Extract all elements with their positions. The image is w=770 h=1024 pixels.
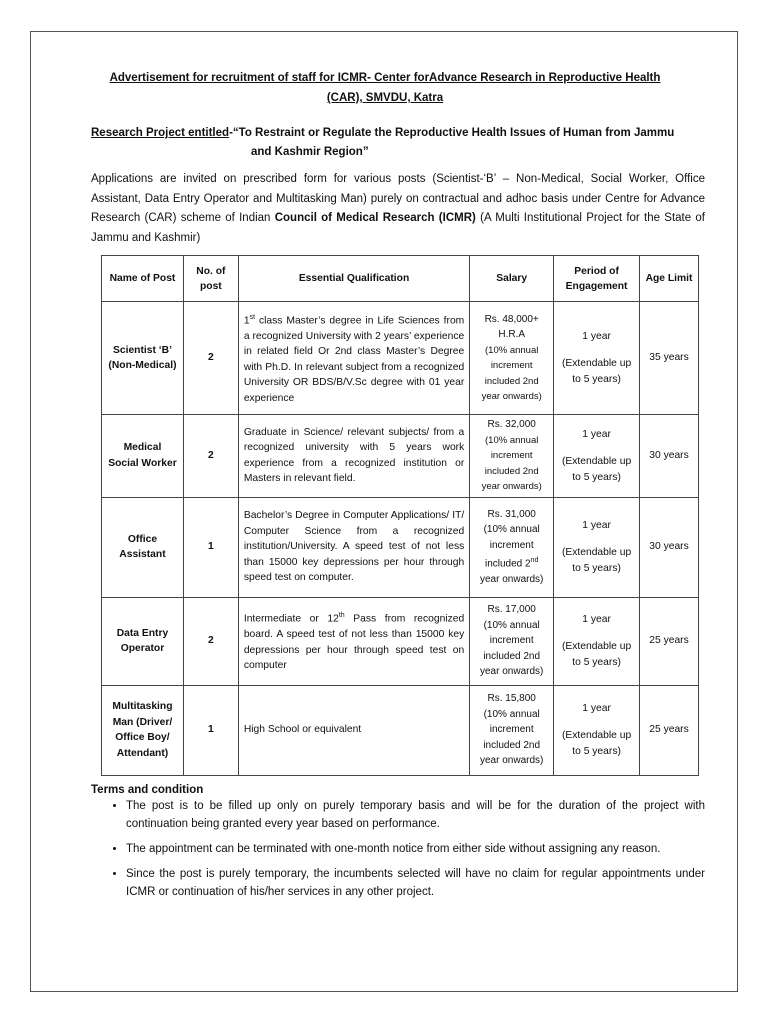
project-title-line-1: -“To Restraint or Regulate the Reproductive Health Issues of Human from Jammu <box>229 127 675 139</box>
advertisement-title <box>31 68 739 108</box>
period-of-engagement: 1 year (Extendable up to 5 years) <box>554 415 640 498</box>
period-of-engagement: 1 year (Extendable up to 5 years) <box>554 685 640 775</box>
age-limit: 35 years <box>640 302 699 415</box>
project-title <box>91 124 691 162</box>
intro-text-2: (A Multi Institutional Project for the State of Jammu and Kashmir) <box>91 212 705 244</box>
salary: Rs. 31,000 (10% annual increment included 2nd year onwards) <box>470 497 554 597</box>
salary: Rs. 15,800 (10% annual increment included 2nd year onwards) <box>470 685 554 775</box>
post-count: 2 <box>183 597 238 685</box>
project-label: Research Project entitled <box>91 127 230 139</box>
age-limit: 30 years <box>640 415 699 498</box>
intro-text-bold: Council of Medical Research (ICMR) <box>274 212 476 224</box>
list-item: • The post is to be filled up only on purely temporary basis and will be for the duration of the project with continuation being granted every year based on performance. <box>126 797 705 833</box>
table-header-row <box>102 256 699 302</box>
post-name: Medical Social Worker <box>102 415 184 498</box>
qualification: Bachelor’s Degree in Computer Applications/ IT/ Computer Science from a recognized institution/University. A speed test of not less than 15000 key depressions per hour through speed test on computer. <box>238 497 469 597</box>
post-name: Office Assistant <box>102 497 184 597</box>
period-of-engagement: 1 year (Extendable up to 5 years) <box>554 497 640 597</box>
intro-paragraph <box>91 170 705 248</box>
qualification: 1st class Master’s degree in Life Sciences from a recognized University with 2 years’ experience in related field Or 2nd class Master’s Degree with Ph.D. In relevant subject from a recognized University OR BDS/B/V.Sc degree with 01 year experience <box>238 302 469 415</box>
title-line-2: (CAR), SMVDU, Katra <box>326 92 444 104</box>
header-no-of-post: No. of post <box>183 256 238 302</box>
terms-list <box>91 797 705 901</box>
qualification: Graduate in Science/ relevant subjects/ from a recognized university with 5 years work experience from a recognized institution or Masters in relevant field. <box>238 415 469 498</box>
table-row <box>102 415 699 498</box>
list-item: • Since the post is purely temporary, the incumbents selected will have no claim for regular appointments under ICMR or continuation of his/her services in any other project. <box>126 865 705 901</box>
qualification: Intermediate or 12th Pass from recognized board. A speed test of not less than 15000 key depressions per hour through speed test on computer <box>238 597 469 685</box>
header-name-of-post: Name of Post <box>102 256 184 302</box>
intro-text-1: Applications are invited on prescribed form for various posts (Scientist-‘B’ – Non-Medical, Social Worker, Office Assistant, Data Entry Operator and Multitasking Man) purely on contractual and adhoc basis under Centre for Advance Research (CAR) scheme of Indian <box>91 173 705 224</box>
salary: Rs. 17,000 (10% annual increment included 2nd year onwards) <box>470 597 554 685</box>
post-count: 2 <box>183 415 238 498</box>
header-essential-qualification: Essential Qualification <box>238 256 469 302</box>
table-row <box>102 685 699 775</box>
age-limit: 25 years <box>640 685 699 775</box>
age-limit: 25 years <box>640 597 699 685</box>
post-name: Multitasking Man (Driver/ Office Boy/ Attendant) <box>102 685 184 775</box>
post-name: Scientist ‘B’ (Non-Medical) <box>102 302 184 415</box>
list-item: • The appointment can be terminated with one-month notice from either side without assigning any reason. <box>126 840 705 858</box>
header-salary: Salary <box>470 256 554 302</box>
period-of-engagement: 1 year (Extendable up to 5 years) <box>554 302 640 415</box>
posts-table <box>101 255 699 776</box>
post-count: 2 <box>183 302 238 415</box>
header-period-of-engagement: Period of Engagement <box>554 256 640 302</box>
header-age-limit: Age Limit <box>640 256 699 302</box>
table-row <box>102 497 699 597</box>
salary: Rs. 32,000 (10% annual increment included 2nd year onwards) <box>470 415 554 498</box>
terms-section <box>91 784 705 908</box>
title-line-1: Advertisement for recruitment of staff for ICMR- Center forAdvance Research in Reproductive Health <box>109 72 661 84</box>
project-title-line-2: and Kashmir Region” <box>251 146 369 158</box>
terms-heading: Terms and condition <box>91 784 204 796</box>
document-page <box>30 31 738 992</box>
table-row <box>102 597 699 685</box>
post-count: 1 <box>183 497 238 597</box>
post-count: 1 <box>183 685 238 775</box>
salary: Rs. 48,000+ H.R.A (10% annual increment included 2nd year onwards) <box>470 302 554 415</box>
age-limit: 30 years <box>640 497 699 597</box>
qualification: High School or equivalent <box>238 685 469 775</box>
table-row <box>102 302 699 415</box>
period-of-engagement: 1 year (Extendable up to 5 years) <box>554 597 640 685</box>
post-name: Data Entry Operator <box>102 597 184 685</box>
